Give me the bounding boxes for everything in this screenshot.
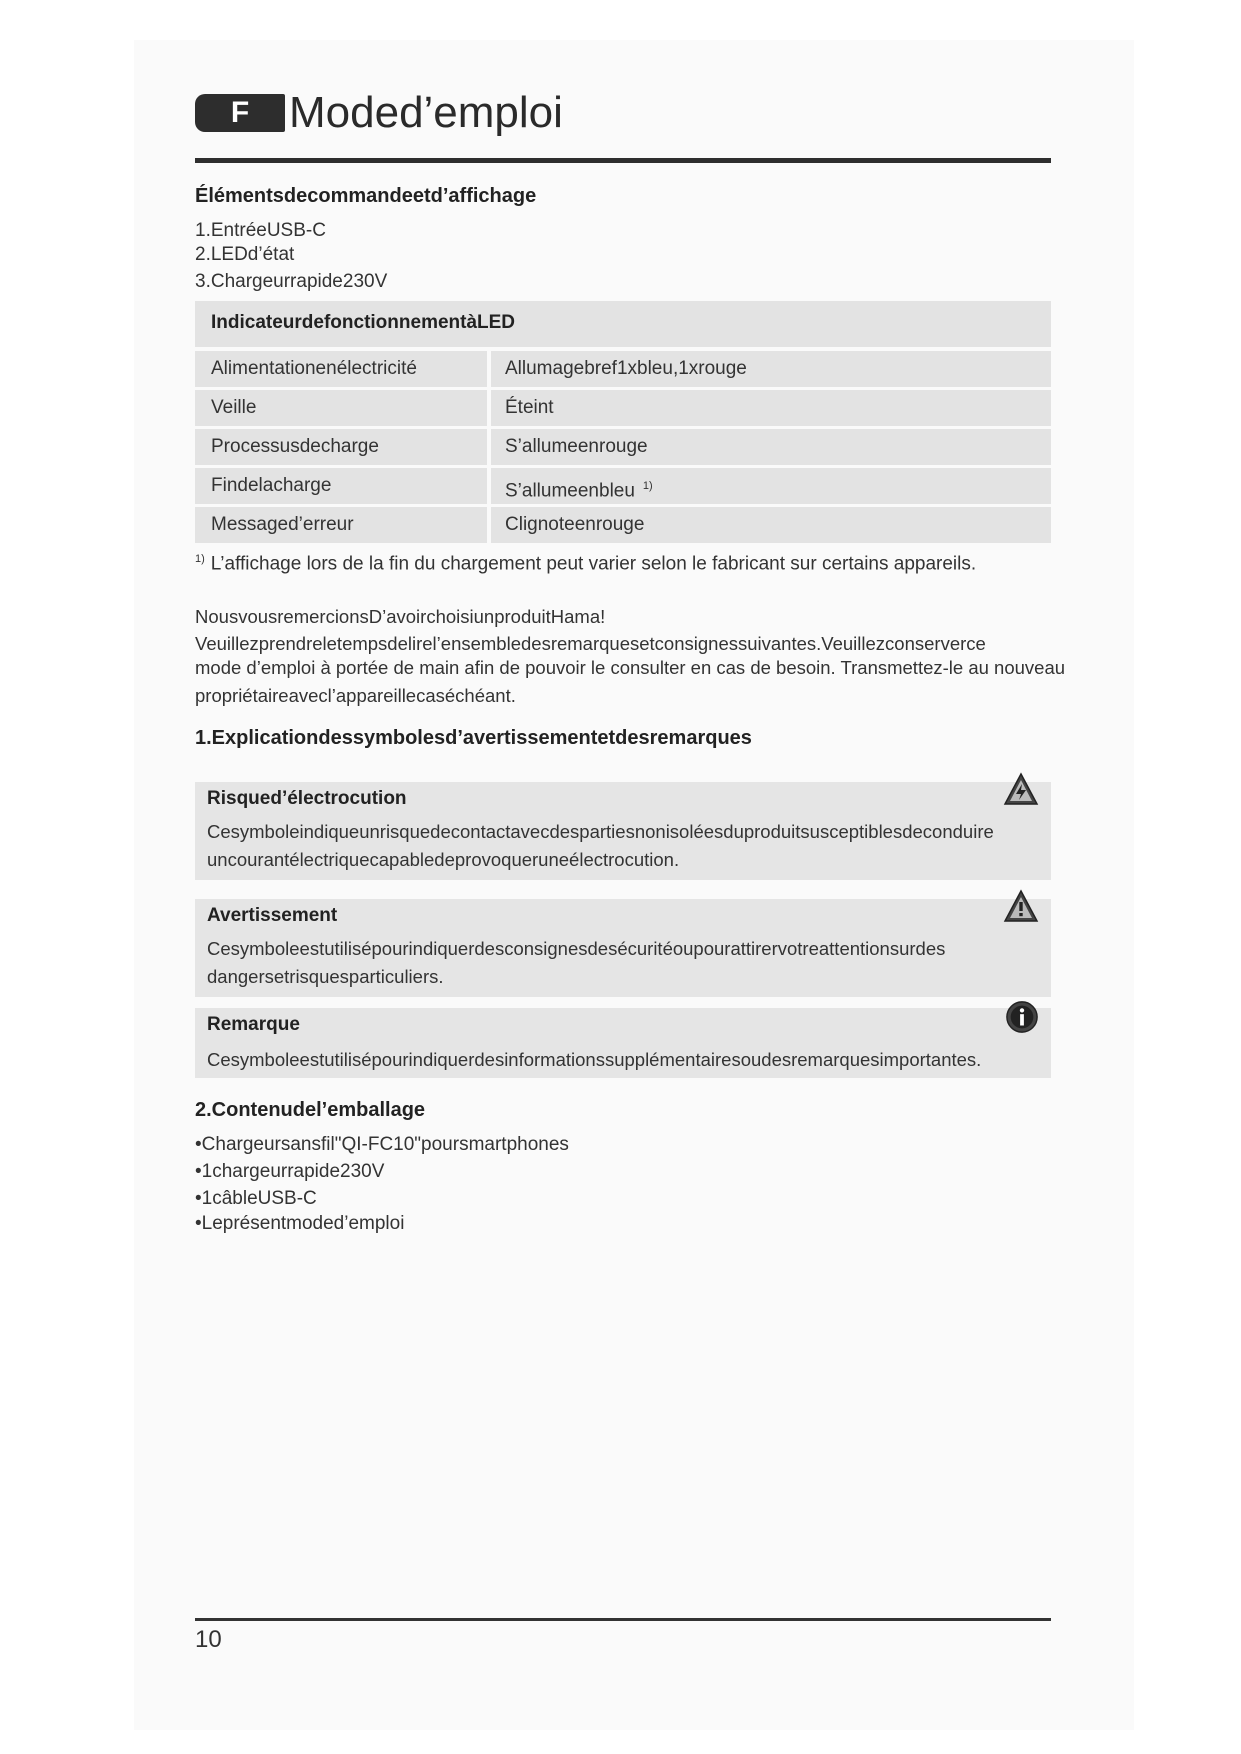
- intro-line: mode d’emploi à portée de main afin de pouvoir le consulter en cas de besoin. Transmettez-le au nouveau: [195, 657, 1066, 678]
- led-state: Findelacharge: [195, 468, 487, 504]
- notice-body: Cesymboleestutilisépourindiquerdesinformationssupplémentairesoudesremarquesimportantes.: [207, 1049, 982, 1070]
- led-indication: Allumagebref1xbleu,1xrouge: [491, 351, 1051, 387]
- warning-icon: [1003, 889, 1039, 925]
- led-indication: S’allumeenrouge: [491, 429, 1051, 465]
- page-title: Moded’emploi: [289, 88, 563, 137]
- footnote-mark: 1): [195, 553, 205, 565]
- footnote: [195, 553, 976, 575]
- table-row: [195, 429, 1051, 465]
- section1-heading: 1.Explicationdessymbolesd’avertissementetdesremarques: [195, 727, 752, 749]
- notice-body: Cesymboleestutilisépourindiquerdesconsignesdesécuritéoupourattirervotreattentionsurdes dangersetrisquesparticuliers.: [207, 938, 946, 987]
- led-indication: Éteint: [491, 390, 1051, 426]
- control-item: 2.LEDd’état: [195, 244, 295, 265]
- footnote-text: L’affichage lors de la fin du chargement peut varier selon le fabricant sur certains appareils.: [210, 553, 977, 575]
- intro-line: Veuillezprendreletempsdelirel’ensembledesremarquesetconsignessuivantes.Veuillezconserverce: [195, 633, 986, 654]
- list-item: •Chargeursansfil"QI-FC10"poursmartphones: [195, 1134, 569, 1155]
- notice-title: Remarque: [207, 1014, 300, 1035]
- led-indication: Clignoteenrouge: [491, 507, 1051, 543]
- notice-box-electrocution: [195, 782, 1051, 880]
- notice-title: Avertissement: [207, 905, 338, 926]
- led-state: Processusdecharge: [195, 429, 487, 465]
- table-row: [195, 507, 1051, 543]
- intro-line: NousvousremercionsD’avoirchoisiunproduitHama!: [195, 606, 606, 627]
- footnote-marker: 1): [642, 480, 653, 492]
- led-state: Messaged’erreur: [195, 507, 487, 543]
- intro-line: propriétaireavecl’appareillecaséchéant.: [195, 685, 516, 706]
- led-state: Veille: [195, 390, 487, 426]
- electric-warning-icon: [1003, 772, 1039, 808]
- led-table-header: IndicateurdefonctionnementàLED: [195, 301, 1051, 347]
- page-number: 10: [195, 1626, 222, 1653]
- info-icon: [1005, 1000, 1039, 1034]
- notice-title: Risqued’électrocution: [207, 788, 407, 809]
- notice-body: Cesymboleindiqueunrisquedecontactavecdespartiesnonisoléesduproduitsusceptiblesdeconduire uncourantélectriquecapabledeprovoqueruneélectrocution.: [207, 821, 994, 870]
- led-indication: S’allumeenbleu $^{1)}$: [491, 468, 1051, 504]
- footer-divider: [195, 1618, 1051, 1621]
- led-state: Alimentationenélectricité: [195, 351, 487, 387]
- list-item: •Leprésentmoded’emploi: [195, 1213, 405, 1234]
- page-header: [195, 88, 1051, 164]
- controls-heading: Élémentsdecommandeetd’affichage: [195, 185, 537, 207]
- page-sheet: [134, 40, 1134, 1730]
- table-row: [195, 390, 1051, 426]
- list-item: •1chargeurrapide230V: [195, 1161, 385, 1182]
- table-row: [195, 468, 1051, 504]
- section2-heading: 2.Contenudel’emballage: [195, 1099, 426, 1121]
- list-item: •1câbleUSB-C: [195, 1188, 317, 1209]
- language-badge: F: [195, 94, 285, 132]
- notice-box-note: [195, 1008, 1051, 1078]
- control-item: 1.EntréeUSB-C: [195, 220, 326, 241]
- led-table: [195, 301, 1051, 546]
- header-divider: [195, 158, 1051, 163]
- notice-box-warning: [195, 899, 1051, 997]
- control-item: 3.Chargeurrapide230V: [195, 271, 388, 292]
- table-row: [195, 351, 1051, 387]
